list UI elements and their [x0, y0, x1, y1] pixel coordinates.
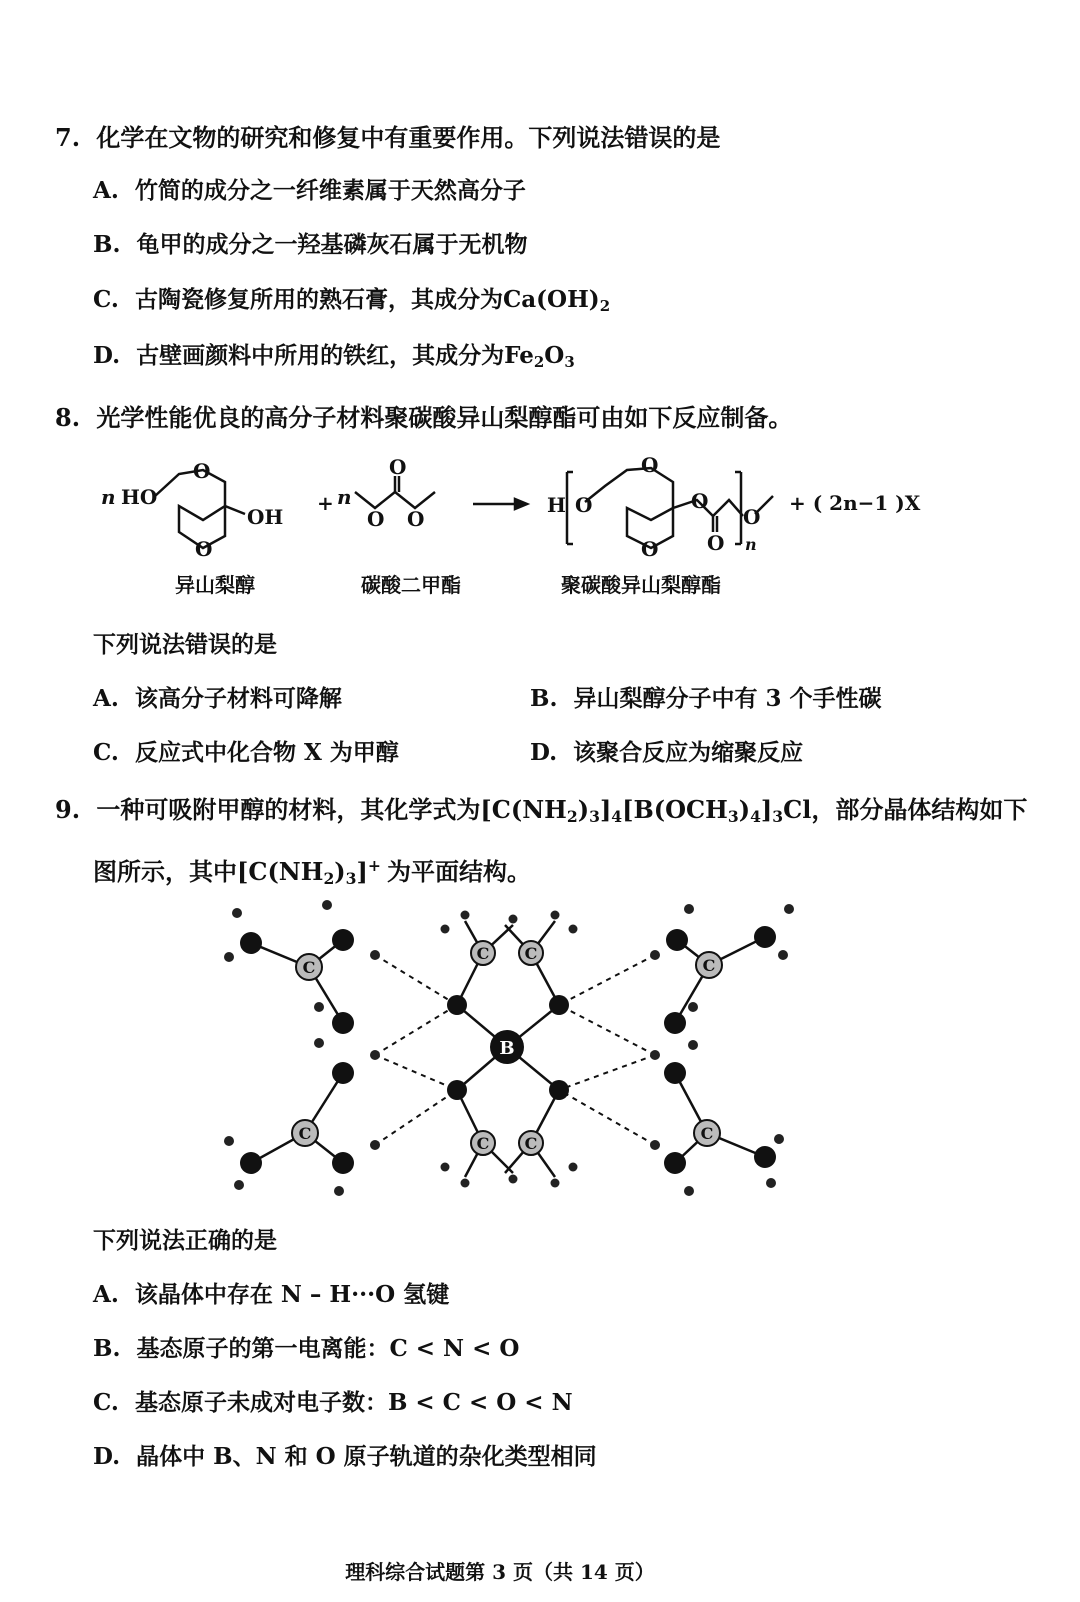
ring-o-bottom: O [195, 537, 213, 561]
reaction-arrowhead [515, 499, 527, 509]
dmc-carbonyl-o: O [389, 455, 407, 479]
option-letter: D. [530, 739, 558, 766]
subscript: 2 [566, 807, 578, 826]
subscript: 3 [345, 869, 357, 888]
ho-label: HO [121, 485, 158, 509]
option-text: 反应式中化合物 X 为甲醇 [134, 739, 399, 766]
option-letter: A. [93, 177, 119, 204]
superscript: + [367, 856, 381, 875]
reaction-scheme [95, 452, 955, 612]
option-letter: A. [93, 1281, 119, 1308]
option-letter: C. [93, 286, 119, 313]
stem-part: ) [738, 795, 751, 824]
q9-option-a [93, 1276, 449, 1309]
stem-part: ) [334, 857, 346, 886]
q7-number: 7. [55, 123, 81, 152]
option-letter: A. [93, 685, 119, 712]
option-text: 该高分子材料可降解 [134, 685, 342, 712]
label-isosorbide: 异山梨醇 [175, 573, 255, 597]
q9-option-c [93, 1384, 573, 1417]
q7-option-a [93, 172, 526, 205]
formula-part: O [544, 342, 565, 369]
q7-stem [55, 118, 720, 153]
isosorbide-oh-bond [225, 506, 245, 514]
option-text: 古陶瓷修复所用的熟石膏，其成分为Ca(OH) [134, 286, 600, 313]
q7-stem-text: 化学在文物的研究和修复中有重要作用。下列说法错误的是 [96, 123, 721, 152]
option-text: 竹简的成分之一纤维素属于天然高分子 [134, 177, 526, 204]
atom-b-label: B [499, 1038, 515, 1059]
option-text: 该聚合反应为缩聚反应 [573, 739, 804, 766]
q8-stem-text: 光学性能优良的高分子材料聚碳酸异山梨醇酯可由如下反应制备。 [96, 403, 793, 432]
q9-number: 9. [55, 795, 81, 824]
dmc-ester-o-1: O [367, 507, 385, 531]
atom-c-label: C [700, 1124, 714, 1143]
polymer-carbonyl-o: O [707, 531, 725, 555]
subscript: 3 [727, 807, 739, 826]
polymer-ring-o-bottom: O [641, 537, 659, 561]
atom-c-label: C [476, 944, 490, 963]
option-text: 基态原子的第一电离能：C < N < O [136, 1335, 520, 1362]
option-letter: B. [93, 231, 121, 258]
atom-c-label: C [524, 1134, 538, 1153]
option-text: 基态原子未成对电子数：B < C < O < N [134, 1389, 573, 1416]
polymer-ring-o-top: O [641, 453, 659, 477]
dmc-ester-o-2: O [407, 507, 425, 531]
q8-number: 8. [55, 403, 81, 432]
polymer-rings [585, 468, 673, 548]
stem-part: 一种可吸附甲醇的材料，其化学式为[C(NH [96, 795, 567, 824]
subscript: 3 [772, 807, 784, 826]
subscript: 3 [564, 353, 575, 371]
plus-sign: + [317, 491, 334, 515]
option-text: 龟甲的成分之一羟基磷灰石属于无机物 [136, 231, 528, 258]
option-letter: C. [93, 1389, 119, 1416]
subscript: 3 [589, 807, 600, 826]
subscript: 4 [750, 807, 761, 826]
polymer-o-2: O [691, 489, 709, 513]
byproduct: + ( 2n−1 )X [789, 491, 921, 515]
atom-c-label: C [702, 956, 716, 975]
option-letter: D. [93, 342, 121, 369]
q9-stem-line2 [93, 852, 531, 887]
coef-n-2: n [337, 485, 352, 509]
option-text: 该晶体中存在 N – H···O 氢键 [134, 1281, 450, 1308]
atom-c-label: C [298, 1124, 312, 1143]
polymer-o-1: O [575, 493, 593, 517]
dmc-chain [355, 492, 435, 508]
polymer-o-3: O [743, 505, 761, 529]
oh-label: OH [247, 505, 284, 529]
q8-option-d [530, 734, 803, 767]
q9-option-d [93, 1438, 597, 1471]
coef-n-1: n [101, 485, 116, 509]
stem-part: 图所示，其中[C(NH [93, 857, 324, 886]
q8-stem [55, 398, 792, 433]
option-text: 古壁画颜料中所用的铁红，其成分为Fe [136, 342, 534, 369]
q7-option-d [93, 337, 575, 370]
subscript: 4 [611, 807, 623, 826]
crystal-structure-figure [215, 895, 815, 1205]
stem-part: ] [760, 795, 773, 824]
stem-part: Cl，部分晶体结构如下 [783, 795, 1028, 824]
page-footer: 理科综合试题第 3 页（共 14 页） [345, 1560, 655, 1584]
ring-o-top: O [193, 459, 211, 483]
label-dmc: 碳酸二甲酯 [361, 573, 461, 597]
subscript: 2 [599, 297, 611, 315]
option-letter: D. [93, 1443, 121, 1470]
q7-option-c [93, 281, 610, 314]
option-text: 晶体中 B、N 和 O 原子轨道的杂化类型相同 [136, 1443, 597, 1470]
q7-option-b [93, 226, 527, 259]
subscript: 2 [533, 353, 545, 371]
option-text: 异山梨醇分子中有 3 个手性碳 [573, 685, 882, 712]
q8-option-b [530, 680, 882, 713]
stem-part: 为平面结构。 [386, 857, 531, 886]
q9-option-b [93, 1330, 519, 1363]
q9-stem-line1 [55, 790, 1027, 825]
polymer-h: H [547, 493, 566, 517]
atom-c-label: C [476, 1134, 490, 1153]
stem-part: [B(OCH [622, 795, 728, 824]
option-letter: B. [530, 685, 558, 712]
stem-part: ) [577, 795, 590, 824]
subscript: 2 [323, 869, 335, 888]
isosorbide-rings [155, 470, 225, 548]
q8-option-a [93, 680, 342, 713]
atom-c-label: C [302, 958, 316, 977]
polymer-n-subscript: n [745, 535, 757, 554]
option-letter: C. [93, 739, 119, 766]
q8-option-c [93, 734, 399, 767]
stem-part: ] [356, 857, 368, 886]
q9-prompt: 下列说法正确的是 [93, 1227, 277, 1254]
q8-prompt: 下列说法错误的是 [93, 631, 277, 658]
stem-part: ] [599, 795, 612, 824]
option-letter: B. [93, 1335, 121, 1362]
label-polymer: 聚碳酸异山梨醇酯 [561, 573, 721, 597]
atom-c-label: C [524, 944, 538, 963]
